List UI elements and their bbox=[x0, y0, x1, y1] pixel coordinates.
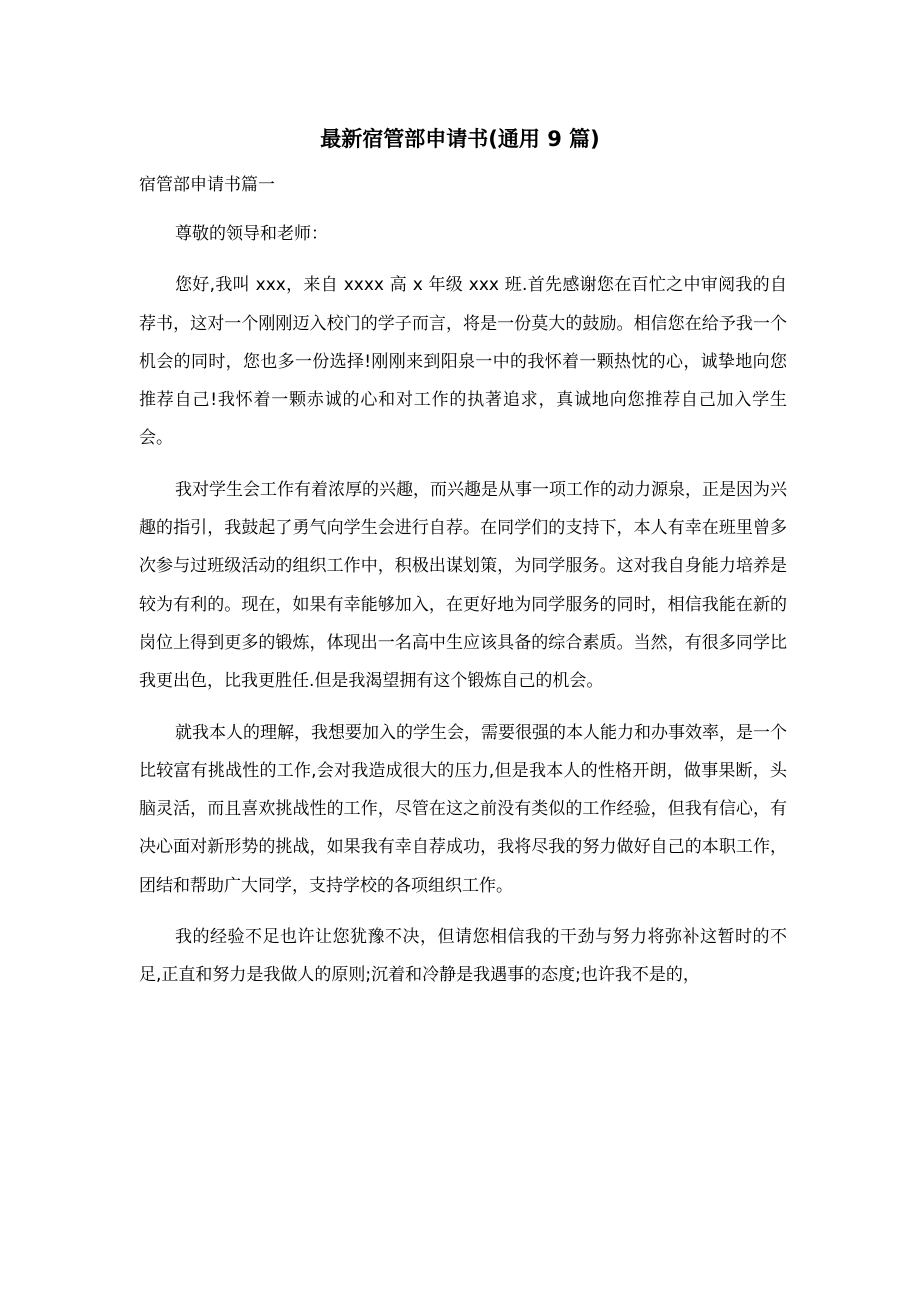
document-body bbox=[139, 215, 787, 1008]
paragraph-experience: 我的经验不足也许让您犹豫不决，但请您相信我的干劲与努力将弥补这暂时的不足,正直和努力是我做人的原则;沉着和冷静是我遇事的态度;也许我不是的， bbox=[139, 927, 787, 986]
document-title: 最新宿管部申请书(通用 9 篇) bbox=[320, 127, 600, 151]
paragraph-interest: 我对学生会工作有着浓厚的兴趣，而兴趣是从事一项工作的动力源泉，正是因为兴趣的指引，我鼓起了勇气向学生会进行自荐。在同学们的支持下，本人有幸在班里曾多次参与过班级活动的组织工作中，积极出谋划策，为同学服务。这对我自身能力培养是较为有利的。现在，如果有幸能够加入，在更好地为同学服务的同时，相信我能在新的岗位上得到更多的锻炼，体现出一名高中生应该具备的综合素质。当然，有很多同学比我更出色，比我更胜任.但是我渴望拥有这个锻炼自己的机会。 bbox=[139, 479, 787, 692]
paragraph-understanding: 就我本人的理解，我想要加入的学生会，需要很强的本人能力和办事效率，是一个比较富有挑战性的工作,会对我造成很大的压力,但是我本人的性格开朗，做事果断，头脑灵活，而且喜欢挑战性的工作，尽管在这之前没有类似的工作经验，但我有信心，有决心面对新形势的挑战，如果我有幸自荐成功，我将尽我的努力做好自己的本职工作，团结和帮助广大同学，支持学校的各项组织工作。 bbox=[139, 722, 787, 896]
paragraph-salutation: 尊敬的领导和老师： bbox=[175, 224, 328, 244]
paragraph-introduction: 您好,我叫 xxx，来自 xxxx 高 x 年级 xxx 班.首先感谢您在百忙之中审阅我的自荐书，这对一个刚刚迈入校门的学子而言，将是一份莫大的鼓励。相信您在给予我一个机会的同时，您也多一份选择!刚刚来到阳泉一中的我怀着一颗热忱的心，诚挚地向您推荐自己!我怀着一颗赤诚的心和对工作的执著追求，真诚地向您推荐自己加入学生会。 bbox=[139, 275, 787, 449]
section-title: 宿管部申请书篇一 bbox=[139, 175, 275, 195]
